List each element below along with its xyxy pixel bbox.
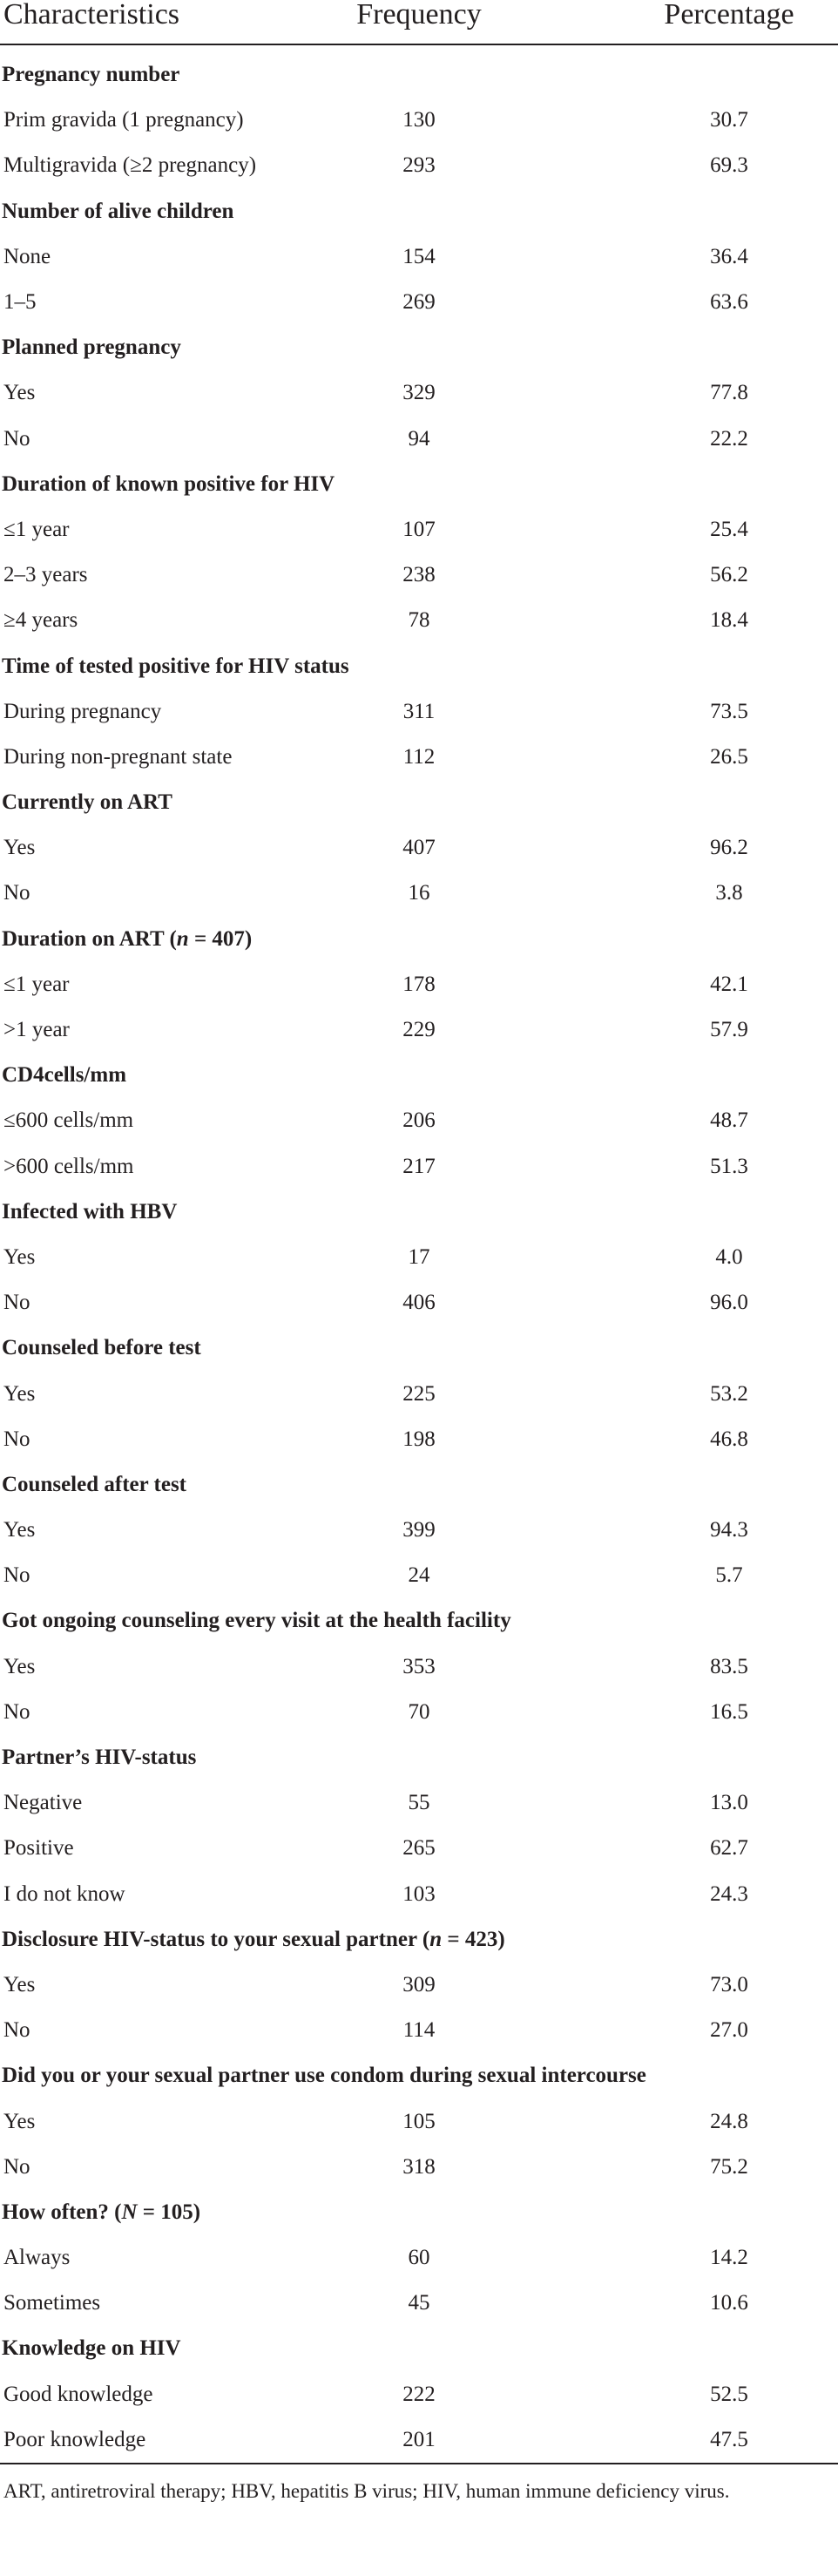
section-header-row <box>0 1735 838 1780</box>
row-frequency: 309 <box>402 1972 436 1996</box>
table-header-row <box>0 0 838 44</box>
row-percentage: 42.1 <box>710 972 748 996</box>
row-frequency: 329 <box>402 381 436 405</box>
row-label: Yes <box>3 1972 36 1996</box>
row-label: ≤600 cells/mm <box>3 1108 134 1133</box>
table-row <box>0 962 838 1007</box>
row-percentage: 25.4 <box>710 517 748 541</box>
table-row <box>0 280 838 325</box>
row-frequency: 70 <box>408 1699 430 1724</box>
row-frequency: 178 <box>402 972 436 996</box>
section-title-n: N <box>121 2200 138 2224</box>
section-title-text: Counseled after test <box>2 1472 186 1496</box>
row-frequency: 225 <box>402 1381 436 1406</box>
row-label: During pregnancy <box>3 699 162 723</box>
row-label: Sometimes <box>3 2291 101 2315</box>
section-header-row <box>0 2326 838 2371</box>
table-row <box>0 598 838 643</box>
table-row <box>0 1963 838 2008</box>
row-percentage: 73.0 <box>710 1972 748 1996</box>
row-label: No <box>3 426 30 451</box>
row-frequency: 16 <box>408 881 430 905</box>
section-header-row <box>0 1462 838 1508</box>
section-title <box>0 52 838 98</box>
section-title <box>0 462 838 507</box>
row-percentage: 4.0 <box>715 1244 743 1269</box>
row-label: ≤1 year <box>3 517 70 541</box>
row-percentage: 46.8 <box>710 1427 748 1451</box>
section-title-text: Did you or your sexual partner use condom during sexual intercourse <box>2 2064 646 2088</box>
row-frequency: 24 <box>408 1563 430 1588</box>
row-label: ≥4 years <box>3 608 78 633</box>
row-label: Poor knowledge <box>3 2427 146 2451</box>
row-percentage: 69.3 <box>710 153 748 178</box>
header-percentage: Percentage <box>664 0 794 31</box>
table-row <box>0 1690 838 1735</box>
table-row <box>0 1508 838 1553</box>
row-label: Yes <box>3 1518 36 1542</box>
row-percentage: 57.9 <box>710 1018 748 1042</box>
section-title-rest: = 407) <box>188 926 253 951</box>
row-label: Good knowledge <box>3 2382 153 2406</box>
row-percentage: 96.2 <box>710 836 748 860</box>
table-row <box>0 2235 838 2281</box>
table-row <box>0 507 838 552</box>
table-row <box>0 1780 838 1826</box>
row-percentage: 47.5 <box>710 2427 748 2451</box>
row-frequency: 154 <box>402 244 436 268</box>
row-percentage: 22.2 <box>710 426 748 451</box>
row-percentage: 52.5 <box>710 2382 748 2406</box>
section-header-row <box>0 1325 838 1371</box>
row-label: 2–3 years <box>3 563 88 587</box>
table-row <box>0 2281 838 2326</box>
row-frequency: 103 <box>402 1881 436 1906</box>
table-row <box>0 735 838 780</box>
table-row <box>0 1098 838 1143</box>
table-row <box>0 417 838 462</box>
section-title <box>0 1735 838 1780</box>
section-title-text: CD4cells/mm <box>2 1063 127 1088</box>
section-title <box>0 917 838 962</box>
table-row <box>0 143 838 188</box>
section-title-text: Got ongoing counseling every visit at the health facility <box>2 1609 511 1633</box>
section-title-text: Planned pregnancy <box>2 336 181 360</box>
row-label: >600 cells/mm <box>3 1154 134 1178</box>
row-percentage: 26.5 <box>710 744 748 769</box>
row-label: No <box>3 881 30 905</box>
row-percentage: 51.3 <box>710 1154 748 1178</box>
table-row <box>0 871 838 916</box>
row-label: No <box>3 1563 30 1588</box>
header-characteristics: Characteristics <box>3 0 180 31</box>
section-header-row <box>0 780 838 825</box>
row-label: I do not know <box>3 1881 125 1906</box>
table-row <box>0 1644 838 1690</box>
section-title <box>0 1053 838 1098</box>
row-label: Yes <box>3 381 36 405</box>
row-percentage: 73.5 <box>710 699 748 723</box>
row-frequency: 399 <box>402 1518 436 1542</box>
row-percentage: 14.2 <box>710 2246 748 2270</box>
row-percentage: 63.6 <box>710 290 748 315</box>
section-title <box>0 780 838 825</box>
section-title-text: Partner’s HIV-status <box>2 1746 197 1770</box>
section-title-text: Currently on ART <box>2 790 172 815</box>
row-label: Multigravida (≥2 pregnancy) <box>3 153 257 178</box>
row-frequency: 112 <box>402 744 436 769</box>
row-frequency: 229 <box>402 1018 436 1042</box>
row-percentage: 27.0 <box>710 2018 748 2043</box>
table-row <box>0 1144 838 1190</box>
table-row <box>0 1826 838 1871</box>
row-percentage: 77.8 <box>710 381 748 405</box>
table-row <box>0 1371 838 1416</box>
table-row <box>0 2372 838 2417</box>
table-row <box>0 370 838 416</box>
table-row <box>0 2098 838 2144</box>
table-row <box>0 552 838 598</box>
section-title <box>0 2053 838 2098</box>
section-header-row <box>0 2190 838 2235</box>
row-label: Yes <box>3 1381 36 1406</box>
header-frequency: Frequency <box>356 0 482 31</box>
row-label: >1 year <box>3 1018 70 1042</box>
table-row <box>0 1417 838 1462</box>
section-title-text: Duration on ART ( <box>2 926 177 951</box>
row-frequency: 407 <box>402 836 436 860</box>
section-title <box>0 643 838 688</box>
row-percentage: 75.2 <box>710 2154 748 2179</box>
section-title <box>0 1917 838 1963</box>
section-title <box>0 1598 838 1644</box>
table-row <box>0 2417 838 2464</box>
row-frequency: 114 <box>402 2018 436 2043</box>
row-percentage: 13.0 <box>710 1791 748 1815</box>
row-frequency: 198 <box>402 1427 436 1451</box>
row-frequency: 60 <box>408 2246 430 2270</box>
row-frequency: 353 <box>402 1654 436 1678</box>
section-title-rest: = 105) <box>137 2200 201 2224</box>
section-title <box>0 1462 838 1508</box>
row-frequency: 105 <box>402 2109 436 2133</box>
section-title <box>0 1325 838 1371</box>
row-label: Yes <box>3 2109 36 2133</box>
row-percentage: 30.7 <box>710 108 748 132</box>
row-frequency: 238 <box>402 563 436 587</box>
row-percentage: 94.3 <box>710 1518 748 1542</box>
section-header-row <box>0 462 838 507</box>
section-title-text: Time of tested positive for HIV status <box>2 654 349 678</box>
row-label: Yes <box>3 1654 36 1678</box>
row-frequency: 269 <box>402 290 436 315</box>
table-footnote: ART, antiretroviral therapy; HBV, hepatitis B virus; HIV, human immune deficiency virus. <box>3 2479 730 2502</box>
row-label: Yes <box>3 1244 36 1269</box>
row-frequency: 206 <box>402 1108 436 1133</box>
row-percentage: 3.8 <box>715 881 743 905</box>
table-row <box>0 1235 838 1280</box>
row-frequency: 406 <box>402 1291 436 1315</box>
row-frequency: 217 <box>402 1154 436 1178</box>
row-label: No <box>3 2154 30 2179</box>
row-frequency: 293 <box>402 153 436 178</box>
row-frequency: 94 <box>408 426 430 451</box>
table-row <box>0 1007 838 1053</box>
section-header-row <box>0 189 838 234</box>
section-header-row <box>0 1053 838 1098</box>
row-percentage: 24.3 <box>710 1881 748 1906</box>
section-header-row <box>0 643 838 688</box>
row-percentage: 36.4 <box>710 244 748 268</box>
table-row <box>0 234 838 280</box>
section-title <box>0 189 838 234</box>
row-percentage: 10.6 <box>710 2291 748 2315</box>
row-label: Negative <box>3 1791 83 1815</box>
row-label: During non-pregnant state <box>3 744 233 769</box>
header-gap <box>0 45 838 52</box>
row-label: Positive <box>3 1836 74 1861</box>
section-title-rest: = 423) <box>442 1927 505 1951</box>
table-row <box>0 1872 838 1917</box>
table-row <box>0 2145 838 2190</box>
section-header-row <box>0 325 838 370</box>
row-frequency: 222 <box>402 2382 436 2406</box>
row-label: No <box>3 1699 30 1724</box>
section-title <box>0 325 838 370</box>
row-percentage: 16.5 <box>710 1699 748 1724</box>
row-label: Prim gravida (1 pregnancy) <box>3 108 244 132</box>
row-frequency: 130 <box>402 108 436 132</box>
row-label: No <box>3 1291 30 1315</box>
row-frequency: 55 <box>408 1791 430 1815</box>
row-percentage: 18.4 <box>710 608 748 633</box>
row-label: 1–5 <box>3 290 37 315</box>
row-percentage: 48.7 <box>710 1108 748 1133</box>
section-title <box>0 2326 838 2371</box>
section-title-n: n <box>429 1927 443 1951</box>
row-label: No <box>3 2018 30 2043</box>
row-label: Yes <box>3 836 36 860</box>
row-frequency: 265 <box>402 1836 436 1861</box>
section-title <box>0 2190 838 2235</box>
row-percentage: 83.5 <box>710 1654 748 1678</box>
section-title-text: Number of alive children <box>2 199 234 223</box>
row-frequency: 318 <box>402 2154 436 2179</box>
section-title-text: How often? ( <box>2 2200 122 2224</box>
row-percentage: 5.7 <box>715 1563 743 1588</box>
section-title-n: n <box>176 926 189 951</box>
row-label: Always <box>3 2246 71 2270</box>
row-frequency: 78 <box>408 608 430 633</box>
row-percentage: 53.2 <box>710 1381 748 1406</box>
section-header-row <box>0 1190 838 1235</box>
section-title <box>0 1190 838 1235</box>
section-header-row <box>0 2053 838 2098</box>
section-header-row <box>0 917 838 962</box>
table-row <box>0 98 838 143</box>
section-title-text: Infected with HBV <box>2 1199 178 1224</box>
table-row <box>0 689 838 735</box>
section-title-text: Knowledge on HIV <box>2 2336 181 2361</box>
table-row <box>0 825 838 871</box>
table-row <box>0 2008 838 2053</box>
row-frequency: 311 <box>402 699 436 723</box>
row-frequency: 17 <box>408 1244 430 1269</box>
section-header-row <box>0 1917 838 1963</box>
row-frequency: 45 <box>408 2291 430 2315</box>
row-label: None <box>3 244 51 268</box>
section-title-text: Duration of known positive for HIV <box>2 471 335 496</box>
table-body <box>0 52 838 2464</box>
section-header-row <box>0 52 838 98</box>
section-title-text: Counseled before test <box>2 1336 201 1360</box>
table-row <box>0 1553 838 1598</box>
section-header-row <box>0 1598 838 1644</box>
row-percentage: 96.0 <box>710 1291 748 1315</box>
section-title-text: Pregnancy number <box>2 63 180 87</box>
row-percentage: 24.8 <box>710 2109 748 2133</box>
row-percentage: 56.2 <box>710 563 748 587</box>
table-row <box>0 1280 838 1325</box>
row-label: No <box>3 1427 30 1451</box>
row-label: ≤1 year <box>3 972 70 996</box>
row-frequency: 107 <box>402 517 436 541</box>
row-percentage: 62.7 <box>710 1836 748 1861</box>
section-title-text: Disclosure HIV-status to your sexual partner ( <box>2 1927 430 1951</box>
row-frequency: 201 <box>402 2427 436 2451</box>
